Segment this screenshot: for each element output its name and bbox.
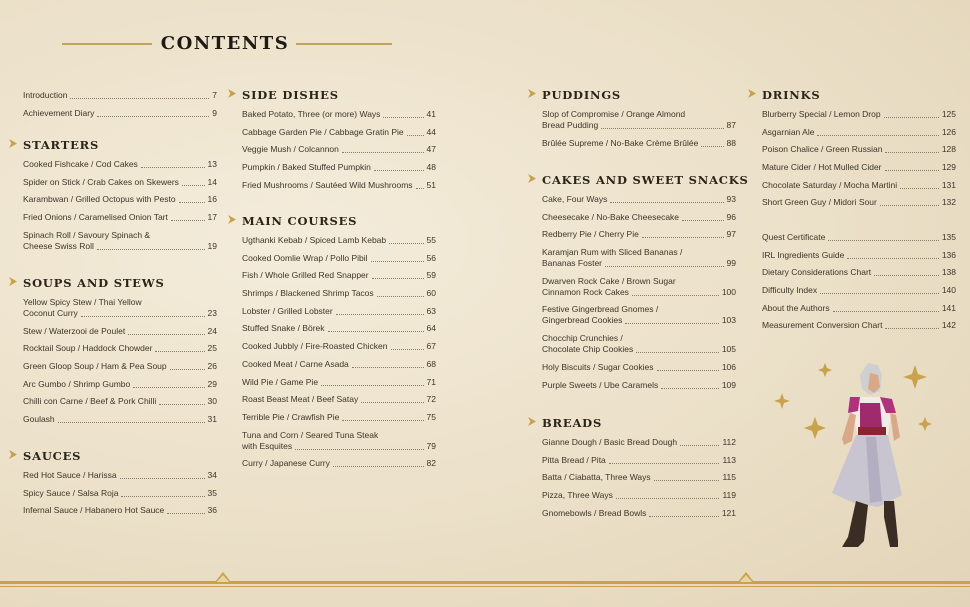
toc-entry-title: Spider on Stick / Crab Cakes on Skewers: [23, 176, 179, 187]
page-number: 9: [212, 107, 217, 118]
toc-entry[interactable]: [762, 180, 956, 191]
dot-leader: [880, 205, 939, 206]
toc-entry-title: Blurberry Special / Lemon Drop: [762, 109, 881, 119]
chevron-right-icon: [748, 89, 756, 98]
toc-entry[interactable]: [242, 306, 436, 317]
toc-entry-title: Holy Biscuits / Sugar Cookies: [542, 361, 654, 372]
footer-line-thin: [0, 586, 970, 587]
dot-leader: [128, 334, 204, 335]
page-number: 129: [941, 162, 956, 173]
toc-entry-title: Cheesecake / No-Bake Cheesecake: [542, 211, 680, 222]
chevron-right-icon: [9, 450, 17, 459]
page-number: 25: [207, 343, 217, 354]
toc-entry[interactable]: [762, 197, 956, 208]
dot-leader: [391, 349, 424, 350]
toc-entry-title: Gingerbread Cookies: [542, 315, 623, 326]
dot-leader: [885, 152, 938, 153]
toc-entry[interactable]: [762, 232, 956, 243]
toc-entry-title: Infernal Sauce / Habanero Hot Sauce: [23, 505, 165, 516]
section-heading: SOUPS AND STEWS: [23, 276, 165, 290]
toc-entry-title: Quest Certificate: [762, 232, 826, 242]
dot-leader: [383, 117, 423, 118]
dot-leader: [636, 352, 719, 353]
section-heading: STARTERS: [23, 138, 100, 152]
toc-entry[interactable]: [242, 458, 436, 469]
page-number: 125: [941, 109, 956, 119]
page-number: 131: [941, 179, 956, 190]
toc-entry-title: Yellow Spicy Stew / Thai Yellow: [23, 297, 142, 307]
chevron-right-icon: [228, 89, 236, 98]
page-number: 138: [941, 267, 956, 278]
toc-entry-title: Bananas Foster: [542, 258, 603, 269]
dot-leader: [352, 367, 424, 368]
toc-entry[interactable]: [542, 490, 736, 501]
dot-leader: [81, 316, 205, 317]
dot-leader: [610, 202, 723, 203]
page-number: 135: [941, 232, 956, 242]
page-number: 16: [207, 194, 217, 205]
dot-leader: [97, 116, 209, 117]
toc-entry[interactable]: [542, 276, 736, 298]
toc-entry[interactable]: [762, 109, 956, 120]
toc-entry-title: Rocktail Soup / Haddock Chowder: [23, 343, 153, 354]
page-number: 47: [426, 144, 436, 155]
dot-leader: [820, 293, 939, 294]
toc-entry-title: Cabbage Garden Pie / Cabbage Gratin Pie: [242, 126, 404, 137]
dot-leader: [361, 402, 423, 403]
toc-entry-title: Spicy Sauce / Salsa Roja: [23, 487, 119, 498]
toc-entry-title: Asgarnian Ale: [762, 126, 815, 137]
toc-entry[interactable]: [762, 250, 956, 261]
dot-leader: [833, 311, 939, 312]
page-number: 128: [941, 144, 956, 155]
dot-leader: [58, 422, 205, 423]
page-number: 31: [207, 414, 217, 425]
toc-entry[interactable]: [23, 159, 217, 170]
toc-entry[interactable]: [542, 247, 736, 269]
toc-entry[interactable]: [242, 162, 436, 173]
page-number: 100: [721, 286, 736, 297]
toc-entry-title: Coconut Curry: [23, 308, 78, 318]
toc-entry-title: Terrible Pie / Crawfish Pie: [242, 411, 340, 422]
dot-leader: [682, 220, 724, 221]
toc-entry[interactable]: [762, 303, 956, 314]
toc-entry[interactable]: [23, 379, 217, 390]
toc-entry-title: Cooked Fishcake / Cod Cakes: [23, 159, 138, 169]
toc-entry-title: Ugthanki Kebab / Spiced Lamb Kebab: [242, 235, 387, 245]
toc-entry[interactable]: [23, 505, 217, 516]
page-number: 36: [207, 505, 217, 516]
toc-entry[interactable]: [542, 212, 736, 223]
chevron-right-icon: [528, 174, 536, 183]
chevron-right-icon: [528, 89, 536, 98]
dot-leader: [121, 496, 204, 497]
toc-entry-title: Karamjan Rum with Sliced Bananas /: [542, 247, 683, 258]
dot-leader: [900, 188, 939, 189]
dot-leader: [342, 420, 423, 421]
page-number: 67: [426, 341, 436, 352]
section-heading: PUDDINGS: [542, 88, 622, 102]
toc-entry-title: Pitta Bread / Pita: [542, 454, 606, 465]
toc-entry[interactable]: [23, 326, 217, 337]
toc-entry[interactable]: [242, 288, 436, 299]
toc-entry[interactable]: [242, 412, 436, 423]
toc-entry[interactable]: [23, 343, 217, 354]
toc-entry[interactable]: [542, 380, 736, 391]
toc-entry-title: Poison Chalice / Green Russian: [762, 144, 883, 155]
chevron-right-icon: [228, 215, 236, 224]
page-number: 109: [721, 379, 736, 390]
toc-entry[interactable]: [242, 377, 436, 388]
toc-entry-title: Short Green Guy / Midori Sour: [762, 197, 877, 208]
dot-leader: [179, 202, 205, 203]
toc-entry[interactable]: [23, 470, 217, 481]
toc-entry[interactable]: [23, 108, 217, 119]
toc-entry-title: Festive Gingerbread Gnomes /: [542, 304, 659, 315]
page-number: 97: [726, 229, 736, 240]
page-number: 142: [941, 320, 956, 331]
dot-leader: [609, 463, 720, 464]
toc-entry[interactable]: [762, 162, 956, 173]
page-number: 88: [726, 137, 736, 148]
dot-leader: [159, 404, 204, 405]
page-number: 35: [207, 487, 217, 498]
toc-entry[interactable]: [23, 414, 217, 425]
dot-leader: [170, 369, 205, 370]
toc-entry-title: Cheese Swiss Roll: [23, 240, 94, 251]
toc-entry[interactable]: [23, 230, 217, 252]
toc-entry[interactable]: [542, 508, 736, 519]
page-number: 136: [941, 249, 956, 260]
contents-title: CONTENTS: [160, 33, 290, 54]
toc-entry[interactable]: [542, 362, 736, 373]
toc-entry-title: Goulash: [23, 414, 55, 425]
page-number: 96: [726, 211, 736, 222]
page-number: 64: [426, 323, 436, 334]
toc-entry-title: Spinach Roll / Savoury Spinach &: [23, 229, 151, 240]
toc-entry[interactable]: [542, 138, 736, 149]
page-number: 55: [426, 235, 436, 245]
dot-leader: [874, 275, 939, 276]
toc-entry-title: Achievement Diary: [23, 107, 95, 118]
toc-entry-title: Fried Mushrooms / Sautéed Wild Mushrooms: [242, 179, 413, 190]
dot-leader: [70, 98, 209, 99]
section-heading: DRINKS: [762, 88, 821, 102]
footer-ornament-icon: [203, 570, 243, 584]
toc-entry-title: Arc Gumbo / Shrimp Gumbo: [23, 378, 131, 389]
toc-entry-title: Dwarven Rock Cake / Brown Sugar: [542, 275, 676, 286]
toc-entry-title: Chocolate Saturday / Mocha Martini: [762, 179, 898, 190]
dot-leader: [654, 480, 720, 481]
page-number: 126: [941, 126, 956, 137]
toc-entry-title: Stuffed Snake / Börek: [242, 323, 325, 334]
dot-leader: [171, 220, 205, 221]
toc-entry-title: Redberry Pie / Cherry Pie: [542, 229, 639, 240]
toc-entry-title: Pumpkin / Baked Stuffed Pumpkin: [242, 162, 371, 173]
dot-leader: [680, 445, 719, 446]
page-number: 103: [721, 315, 736, 326]
section-heading: BREADS: [542, 416, 603, 430]
toc-entry-title: Brûlée Supreme / No-Bake Crème Brûlée: [542, 137, 699, 148]
toc-entry[interactable]: [242, 235, 436, 246]
dot-leader: [374, 170, 424, 171]
toc-entry[interactable]: [23, 177, 217, 188]
contents-title-rule-right: [296, 43, 392, 45]
toc-entry-title: Gianne Dough / Basic Bread Dough: [542, 437, 678, 447]
footer-line: [0, 581, 970, 584]
page-number: 63: [426, 305, 436, 316]
toc-entry[interactable]: [762, 320, 956, 331]
section-heading: CAKES AND SWEET SNACKS: [542, 173, 749, 187]
toc-entry-title: with Esquites: [242, 440, 293, 451]
toc-entry-title: Fish / Whole Grilled Red Snapper: [242, 270, 369, 281]
character-illustration: [770, 355, 970, 565]
dot-leader: [336, 314, 424, 315]
page-number: 48: [426, 162, 436, 173]
dot-leader: [321, 385, 423, 386]
dot-leader: [120, 478, 205, 479]
toc-entry-title: Curry / Japanese Curry: [242, 458, 330, 469]
dot-leader: [371, 261, 424, 262]
toc-entry-title: Chocchip Crunchies /: [542, 333, 623, 344]
dot-leader: [649, 516, 718, 517]
toc-entry-title: Dietary Considerations Chart: [762, 267, 872, 278]
toc-entry[interactable]: [542, 194, 736, 205]
page-number: 113: [722, 454, 736, 465]
page-number: 56: [426, 252, 436, 263]
page-number: 26: [207, 361, 217, 372]
toc-entry-title: About the Authors: [762, 302, 830, 313]
toc-entry-title: Measurement Conversion Chart: [762, 320, 883, 331]
toc-entry-title: Difficulty Index: [762, 285, 818, 296]
toc-entry-title: Introduction: [23, 90, 68, 100]
dot-leader: [884, 117, 939, 118]
dot-leader: [885, 170, 939, 171]
footer-ornament-icon: [726, 570, 766, 584]
dot-leader: [416, 188, 424, 189]
dot-leader: [167, 513, 204, 514]
toc-entry[interactable]: [242, 127, 436, 138]
toc-entry-title: Purple Sweets / Ube Caramels: [542, 379, 659, 390]
dot-leader: [97, 249, 205, 250]
dot-leader: [342, 152, 424, 153]
toc-entry-title: Cooked Meat / Carne Asada: [242, 358, 349, 369]
toc-entry[interactable]: [242, 359, 436, 370]
toc-entry-title: Cake, Four Ways: [542, 194, 608, 204]
toc-entry-title: Gnomebowls / Bread Bowls: [542, 507, 647, 518]
toc-entry-title: IRL Ingredients Guide: [762, 249, 845, 260]
page-number: 60: [426, 288, 436, 299]
page-number: 72: [426, 394, 436, 405]
dot-leader: [625, 323, 718, 324]
toc-entry[interactable]: [23, 297, 217, 319]
toc-entry[interactable]: [762, 285, 956, 296]
toc-entry-title: Stew / Waterzooi de Poulet: [23, 325, 126, 336]
toc-entry[interactable]: [23, 194, 217, 205]
page-number: 19: [207, 240, 217, 251]
toc-entry-title: Tuna and Corn / Seared Tuna Steak: [242, 429, 379, 440]
section-heading: SAUCES: [23, 449, 82, 463]
dot-leader: [642, 237, 724, 238]
page-number: 99: [726, 258, 736, 269]
dot-leader: [657, 370, 719, 371]
toc-entry-title: Fried Onions / Caramelised Onion Tart: [23, 212, 168, 223]
page-number: 93: [726, 194, 736, 204]
toc-entry-title: Red Hot Sauce / Harissa: [23, 470, 117, 480]
toc-entry[interactable]: [242, 430, 436, 452]
toc-entry[interactable]: [762, 267, 956, 278]
dot-leader: [885, 328, 938, 329]
page-number: 30: [207, 396, 217, 407]
toc-entry-title: Shrimps / Blackened Shrimp Tacos: [242, 288, 374, 299]
section-heading: SIDE DISHES: [242, 88, 339, 102]
page-number: 115: [722, 472, 736, 483]
page-number: 7: [212, 90, 217, 100]
page-number: 75: [426, 411, 436, 422]
toc-entry-title: Cooked Jubbly / Fire-Roasted Chicken: [242, 341, 388, 352]
chevron-right-icon: [9, 139, 17, 148]
toc-entry[interactable]: [542, 333, 736, 355]
chevron-right-icon: [528, 417, 536, 426]
toc-entry[interactable]: [242, 270, 436, 281]
page-number: 79: [426, 440, 436, 451]
toc-entry[interactable]: [23, 396, 217, 407]
dot-leader: [632, 295, 719, 296]
dot-leader: [141, 167, 205, 168]
dot-leader: [828, 240, 939, 241]
toc-entry[interactable]: [762, 144, 956, 155]
dot-leader: [605, 266, 724, 267]
page-number: 17: [207, 212, 217, 223]
toc-entry[interactable]: [23, 90, 217, 101]
dot-leader: [133, 387, 204, 388]
page-number: 87: [726, 120, 736, 130]
page-number: 68: [426, 358, 436, 369]
toc-entry-title: Lobster / Grilled Lobster: [242, 305, 333, 316]
dot-leader: [333, 466, 424, 467]
dot-leader: [372, 278, 424, 279]
toc-entry[interactable]: [242, 341, 436, 352]
toc-entry-title: Baked Potato, Three (or more) Ways: [242, 109, 381, 119]
toc-entry[interactable]: [542, 455, 736, 466]
toc-entry[interactable]: [242, 144, 436, 155]
page-number: 105: [721, 344, 736, 355]
toc-entry-title: Veggie Mush / Colcannon: [242, 144, 339, 155]
dot-leader: [295, 449, 423, 450]
toc-entry[interactable]: [242, 323, 436, 334]
page-number: 59: [426, 270, 436, 281]
dot-leader: [661, 388, 719, 389]
page-number: 140: [941, 285, 956, 296]
toc-entry-title: Wild Pie / Game Pie: [242, 376, 319, 387]
page-number: 23: [207, 308, 217, 318]
toc-entry[interactable]: [542, 109, 736, 131]
dot-leader: [407, 135, 424, 136]
dot-leader: [328, 331, 424, 332]
toc-entry[interactable]: [23, 212, 217, 223]
toc-entry-title: Roast Beast Meat / Beef Satay: [242, 394, 359, 405]
toc-entry[interactable]: [242, 109, 436, 120]
dot-leader: [701, 146, 723, 147]
page-number: 132: [941, 197, 956, 208]
dot-leader: [155, 351, 204, 352]
page-number: 71: [426, 376, 436, 387]
toc-entry-title: Chocolate Chip Cookies: [542, 344, 634, 355]
page-number: 34: [207, 470, 217, 480]
page-number: 13: [207, 159, 217, 169]
toc-entry[interactable]: [762, 127, 956, 138]
page-number: 119: [722, 490, 736, 501]
dot-leader: [182, 185, 205, 186]
page-number: 14: [207, 176, 217, 187]
toc-entry[interactable]: [542, 472, 736, 483]
toc-entry-title: Bread Pudding: [542, 120, 599, 130]
toc-entry[interactable]: [23, 361, 217, 372]
page-number: 121: [721, 507, 736, 518]
toc-entry[interactable]: [23, 488, 217, 499]
toc-entry-title: Slop of Compromise / Orange Almond: [542, 109, 686, 119]
toc-entry-title: Mature Cider / Hot Mulled Cider: [762, 162, 882, 173]
page-number: 51: [426, 179, 436, 190]
page-number: 44: [426, 126, 436, 137]
toc-entry-title: Pizza, Three Ways: [542, 490, 613, 501]
page-number: 112: [722, 437, 736, 447]
dot-leader: [817, 135, 938, 136]
toc-entry-title: Karambwan / Grilled Octopus with Pesto: [23, 194, 176, 205]
page-number: 141: [941, 302, 956, 313]
toc-entry[interactable]: [242, 253, 436, 264]
dot-leader: [847, 258, 938, 259]
page-number: 41: [426, 109, 436, 119]
toc-entry[interactable]: [242, 180, 436, 191]
dot-leader: [601, 128, 723, 129]
page-number: 29: [207, 378, 217, 389]
toc-entry[interactable]: [542, 229, 736, 240]
page-number: 24: [207, 325, 217, 336]
toc-entry-title: Green Gloop Soup / Ham & Pea Soup: [23, 361, 167, 372]
dot-leader: [389, 243, 423, 244]
toc-entry-title: Cinnamon Rock Cakes: [542, 286, 629, 297]
dot-leader: [377, 296, 424, 297]
toc-entry[interactable]: [242, 394, 436, 405]
page-number: 106: [721, 361, 736, 372]
section-heading: MAIN COURSES: [242, 214, 358, 228]
dot-leader: [616, 498, 720, 499]
page-number: 82: [426, 458, 436, 469]
chevron-right-icon: [9, 277, 17, 286]
toc-entry[interactable]: [542, 437, 736, 448]
toc-entry-title: Chilli con Carne / Beef & Pork Chilli: [23, 396, 157, 407]
toc-entry[interactable]: [542, 304, 736, 326]
toc-entry-title: Cooked Oomlie Wrap / Pollo Pibil: [242, 252, 368, 263]
toc-entry-title: Batta / Ciabatta, Three Ways: [542, 472, 651, 483]
